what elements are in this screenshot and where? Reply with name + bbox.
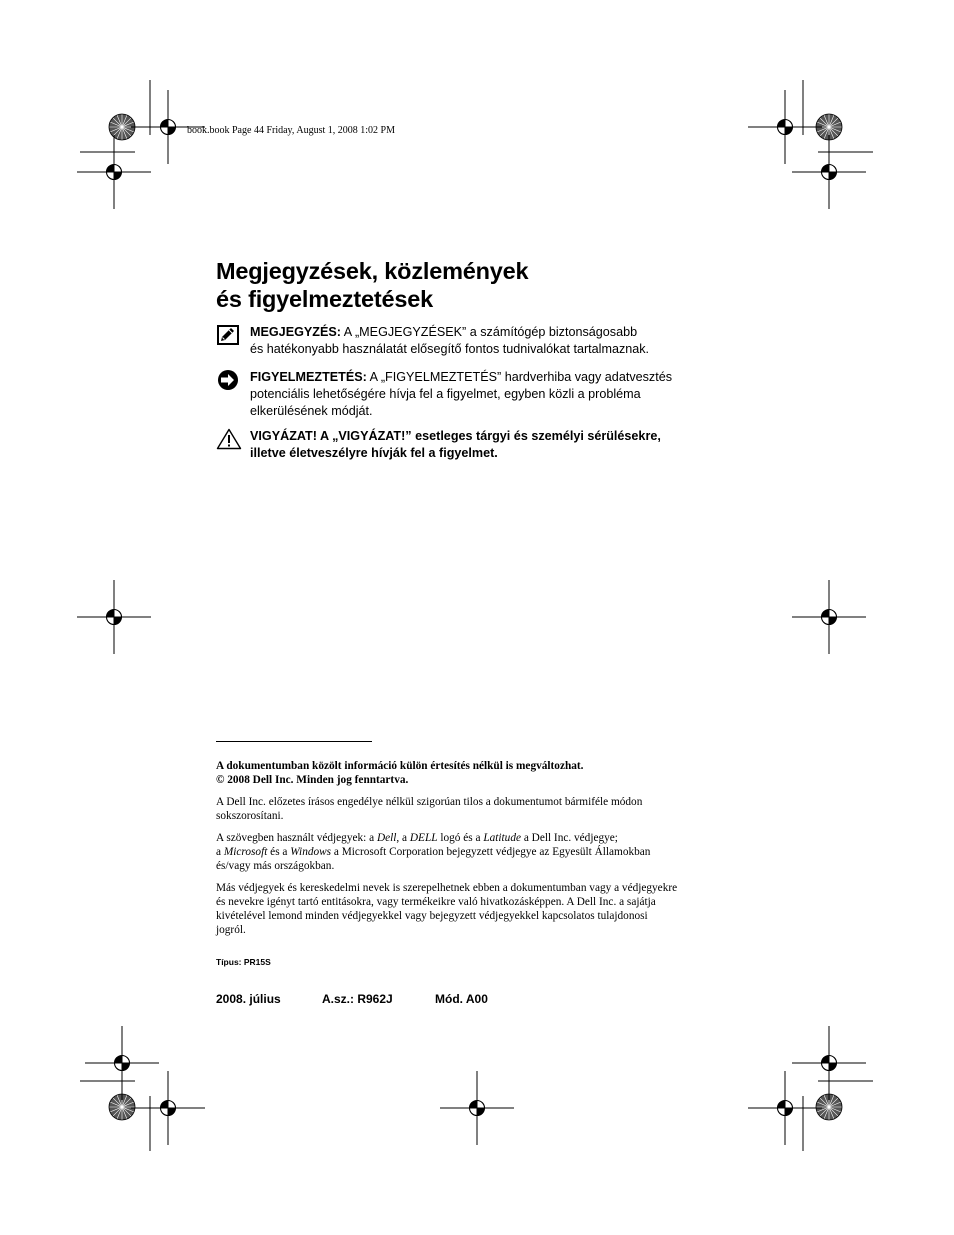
part-number: A.sz.: R962J	[322, 992, 393, 1006]
legal-disclaimer	[216, 759, 721, 787]
note-label: MEGJEGYZÉS:	[250, 325, 341, 339]
tm-text: és/vagy más országokban.	[216, 860, 335, 872]
note-pencil-icon	[216, 324, 240, 346]
legal-other-trademarks	[216, 881, 721, 937]
legal-reproduction-line1: A Dell Inc. előzetes írásos engedélye nélkül szigorúan tilos a dokumentumot bármiféle módon	[216, 796, 643, 808]
tm-text: a	[216, 846, 224, 858]
note-text-line2: és hatékonyabb használatát elősegítő fontos tudnivalókat tartalmaznak.	[250, 342, 650, 356]
page-title-line1: Megjegyzések, közlemények	[216, 258, 529, 284]
copyright-line: © 2008 Dell Inc. Minden jog fenntartva.	[216, 774, 409, 786]
footnote-divider	[216, 741, 372, 742]
legal-disclaimer-line1: A dokumentumban közölt információ külön értesítés nélkül is megváltozhat.	[216, 760, 584, 772]
legal-other-line3: kivételével lemond minden védjegyekkel vagy bejegyzett védjegyekkel kapcsolatos tulajdonosi	[216, 910, 648, 922]
notice-text-line3: elkerülésének módját.	[250, 404, 373, 418]
tm-text: a Microsoft Corporation bejegyzett védjegye az Egyesült Államokban	[331, 846, 651, 858]
note-text-line1: A „MEGJEGYZÉSEK” a számítógép biztonságosabb	[340, 325, 638, 339]
tm-text: logó és a	[437, 832, 484, 844]
tm-text: , a	[396, 832, 410, 844]
tm-latitude: Latitude	[483, 832, 521, 844]
tm-text: és a	[267, 846, 291, 858]
caution-triangle-icon	[216, 428, 242, 450]
notice-text-line1: A „FIGYELMEZTETÉS” hardverhiba vagy adatvesztés	[366, 370, 673, 384]
page-title	[216, 257, 528, 313]
note-block	[216, 324, 736, 358]
tm-dell: Dell	[376, 832, 397, 844]
legal-reproduction-line2: sokszorosítani.	[216, 810, 284, 822]
notice-arrow-icon	[216, 369, 240, 391]
print-header: book.book Page 44 Friday, August 1, 2008 1:02 PM	[187, 125, 395, 136]
tm-microsoft: Microsoft	[223, 846, 268, 858]
legal-other-line4: jogról.	[216, 924, 246, 936]
tm-windows: Windows	[290, 846, 332, 858]
notice-block	[216, 369, 736, 420]
tm-dell-logo: DELL	[409, 832, 438, 844]
legal-other-line1: Más védjegyek és kereskedelmi nevek is szerepelhetnek ebben a dokumentumban vagy a védjegyekre	[216, 882, 678, 894]
notice-text-line2: potenciális lehetőségére hívja fel a figyelmet, egyben közli a probléma	[250, 387, 641, 401]
caution-text-line2: illetve életveszélyre hívják fel a figyelmet.	[250, 446, 498, 460]
tm-text: A szövegben használt védjegyek: a	[216, 832, 377, 844]
legal-other-line2: és nevekre igényt tartó entitásokra, vagy termékeikre való hivatkozásképpen. A Dell Inc. a sajátja	[216, 896, 656, 908]
page-title-line2: és figyelmeztetések	[216, 286, 433, 312]
publication-date: 2008. július	[216, 992, 281, 1006]
legal-trademarks	[216, 831, 721, 873]
tm-text: a Dell Inc. védjegye;	[521, 832, 618, 844]
notice-label: FIGYELMEZTETÉS:	[250, 370, 367, 384]
caution-block	[216, 428, 736, 462]
caution-text-line1: VIGYÁZAT! A „VIGYÁZAT!” esetleges tárgyi és személyi sérülésekre,	[250, 429, 661, 443]
legal-reproduction	[216, 795, 721, 823]
model-type: Típus: PR15S	[216, 957, 271, 967]
revision: Mód. A00	[435, 992, 488, 1006]
